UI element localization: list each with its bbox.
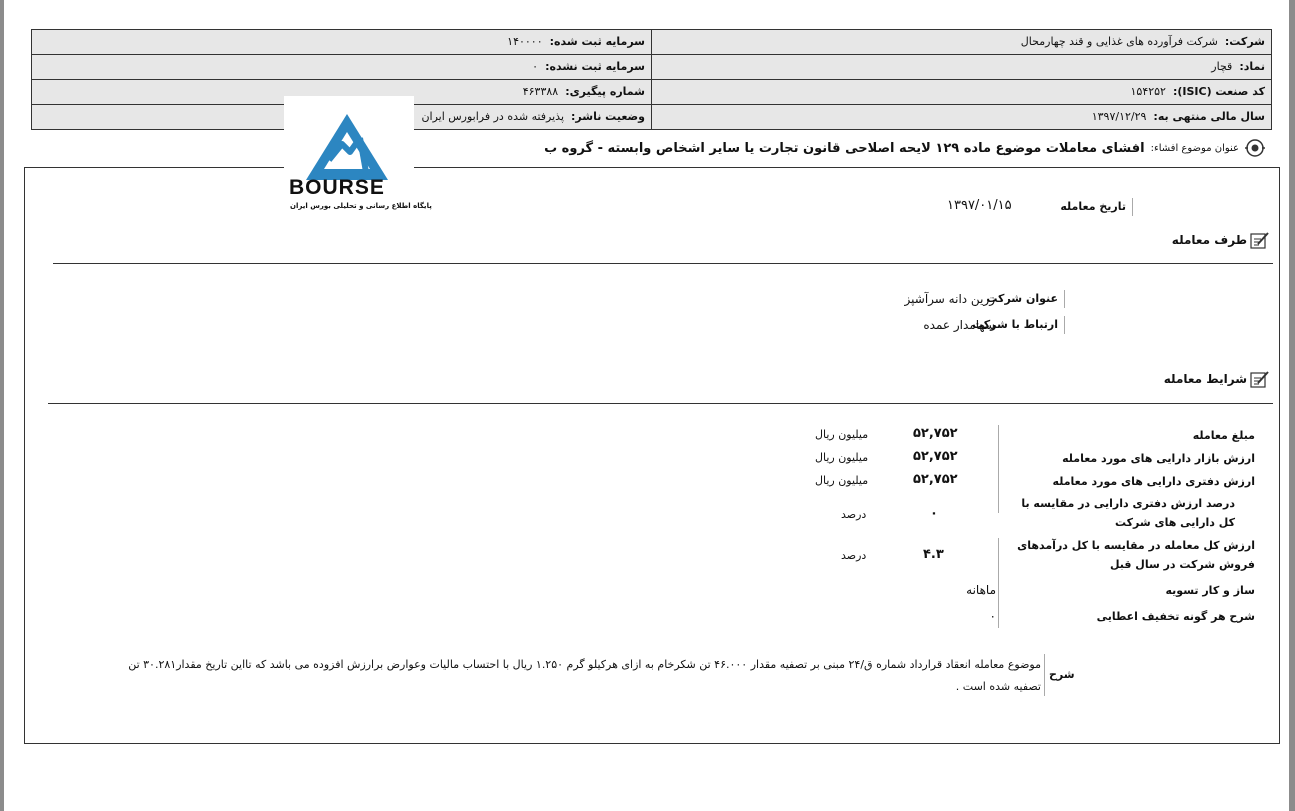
disclosure-title-label: عنوان موضوع افشاء: (1150, 142, 1239, 154)
info-row-4 (32, 105, 1271, 129)
info-row-3 (32, 80, 1271, 105)
term-unit-book-percent: درصد (841, 508, 867, 521)
term-value-book-value: ۵۲,۷۵۲ (913, 472, 958, 487)
isic-cell: کد صنعت (ISIC): ۱۵۴۲۵۲ (651, 80, 1271, 104)
description-separator (1044, 654, 1045, 696)
disclosure-title (544, 137, 1265, 159)
tracking-number-value: ۴۶۳۳۸۸ (522, 85, 559, 98)
transaction-date-value: ۱۳۹۷/۰۱/۱۵ (947, 198, 1012, 213)
company-info-table (31, 29, 1272, 130)
relation-value: سهامدار عمده (923, 318, 995, 332)
publisher-status-value: پذیرفته شده در فرابورس ایران (421, 110, 565, 123)
party-section-divider (53, 263, 1273, 264)
edit-note-icon (1250, 231, 1270, 249)
term-unit-amount: میلیون ریال (815, 428, 869, 441)
disclosure-title-text: افشای معاملات موضوع ماده ۱۲۹ لایحه اصلاحی قانون تجارت یا سایر اشخاص وابسته - گروه ب (544, 140, 1145, 156)
party-section-heading (1172, 231, 1270, 249)
term-value-revenue-percent: ۴.۳ (923, 547, 944, 562)
settlement-value: ماهانه (966, 583, 996, 597)
description-text: موضوع معامله انعقاد قرارداد شماره ق/۲۴ مبنی بر تصفیه مقدار ۴۶.۰۰۰ تن شکرخام به ازای هرکیلو گرم ۱.۲۵۰ ریال با احتساب مالیات وعوارض برارزش افزوده می باشد که تااین تاریخ مقدار۳۰.۲۸۱ تن تصفیه شده است . (128, 658, 1041, 693)
terms-separator (998, 425, 999, 513)
isic-value: ۱۵۴۲۵۲ (1130, 85, 1166, 98)
company-cell: شرکت: شرکت فرآورده های غذایی و قند چهارمحال (651, 30, 1271, 54)
target-bullet-icon (1245, 138, 1265, 158)
term-label-revenue-percent: ارزش کل معامله در مقایسه با کل درآمدهای فروش شرکت در سال قبل (1017, 539, 1255, 571)
symbol-value: قچار (1211, 60, 1233, 73)
right-scrollbar[interactable] (1289, 0, 1295, 811)
term-value-book-percent: ۰ (930, 506, 938, 521)
terms-section-divider (48, 403, 1273, 404)
transaction-date-label: تاریخ معامله (1060, 198, 1133, 216)
party-section-title: طرف معامله (1171, 233, 1247, 247)
terms-section-title: شرایط معامله (1163, 372, 1247, 386)
unregistered-capital-value: ۰ (532, 60, 539, 73)
term-label-market-value: ارزش بازار دارایی های مورد معامله (1062, 452, 1255, 465)
fiscal-year-cell: سال مالی منتهی به: ۱۳۹۷/۱۲/۲۹ (651, 105, 1271, 129)
logo-brand-text: BOURSE (289, 176, 385, 199)
term-label-book-percent: درصد ارزش دفتری دارایی در مقایسه با کل دارایی های شرکت (1021, 497, 1235, 529)
unregistered-capital-cell: سرمایه ثبت نشده: ۰ (532, 60, 645, 73)
term-label-amount: مبلغ معامله (1192, 429, 1255, 442)
publisher-status-cell: وضعیت ناشر: پذیرفته شده در فرابورس ایران (421, 110, 645, 123)
company-title-value: زرین دانه سرآشپز (904, 292, 995, 306)
settlement-label: ساز و کار تسویه (1165, 584, 1255, 597)
fiscal-year-value: ۱۳۹۷/۱۲/۲۹ (1091, 110, 1147, 123)
company-name: شرکت فرآورده های غذایی و قند چهارمحال (1020, 35, 1218, 48)
term-value-amount: ۵۲,۷۵۲ (913, 426, 958, 441)
description-label: شرح (1049, 668, 1075, 681)
symbol-cell: نماد: قچار (651, 55, 1271, 79)
company-title-label: عنوان شرکت (986, 290, 1065, 308)
terms-separator (998, 538, 999, 628)
term-unit-market-value: میلیون ریال (815, 451, 869, 464)
discount-value: ۰ (989, 609, 996, 623)
term-unit-revenue-percent: درصد (841, 549, 867, 562)
term-unit-book-value: میلیون ریال (815, 474, 869, 487)
term-label-book-value: ارزش دفتری دارایی های مورد معامله (1052, 475, 1255, 488)
term-value-market-value: ۵۲,۷۵۲ (913, 449, 958, 464)
edit-note-icon (1250, 370, 1270, 388)
registered-capital-cell: سرمایه ثبت شده: ۱۴۰۰۰۰ (507, 35, 645, 48)
registered-capital-value: ۱۴۰۰۰۰ (507, 35, 543, 48)
terms-section-heading (1164, 370, 1270, 388)
relation-label: ارتباط با شرکت (972, 316, 1065, 334)
discount-label: شرح هر گونه تخفیف اعطایی (1096, 610, 1255, 623)
bourse24-logo (284, 96, 432, 218)
logo-tagline: پایگاه اطلاع رسانی و تحلیلی بورس ایران (290, 202, 432, 210)
info-row-1 (32, 30, 1271, 55)
left-edge-bar (0, 0, 4, 811)
tracking-number-cell: شماره پیگیری: ۴۶۳۳۸۸ (522, 85, 645, 98)
disclosure-content (24, 167, 1280, 744)
info-row-2 (32, 55, 1271, 80)
